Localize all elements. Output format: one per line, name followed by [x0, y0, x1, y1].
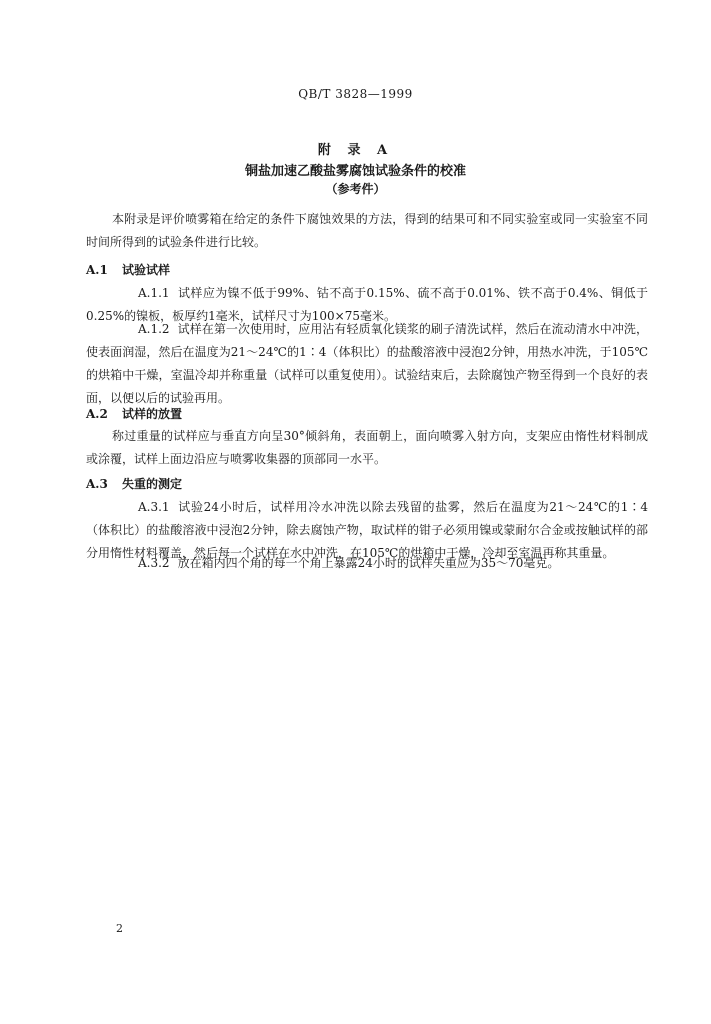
clause-number: A.1.1 [138, 286, 170, 300]
clause-a3-2 [86, 552, 648, 575]
clause-text: 试样应为镍不低于99%、钴不高于0.15%、硫不高于0.01%、铁不高于0.4%、铜低于0.25%的镍板，板厚约1毫米，试样尺寸为100×75毫米。 [86, 286, 648, 323]
section-number: A.2 [86, 407, 108, 421]
annex-type-note: （参考件） [325, 182, 386, 196]
section-title: 失重的测定 [122, 477, 183, 491]
clause-text: 放在箱内四个角的每一个角上暴露24小时的试样失重应为35～70毫克。 [177, 556, 560, 570]
clause-number: A.3.2 [138, 556, 170, 570]
section-a2-body: 称过重量的试样应与垂直方向呈30°倾斜角，表面朝上，面向喷雾入射方向，支架应由惰性材料制成或涂覆，试样上面边沿应与喷雾收集器的顶部同一水平。 [86, 429, 648, 466]
clause-text: 试样在第一次使用时，应用沾有轻质氧化镁浆的刷子清洗试样，然后在流动清水中冲洗，使表面润湿，然后在温度为21～24℃的1∶4（体积比）的盐酸溶液中浸泡2分钟，用热水冲洗，于105℃的烘箱中干燥，室温冷却并称重量（试样可以重复使用）。试验结束后，去除腐蚀产物至得到一个良好的表面，以便以后的试验再用。 [86, 322, 648, 405]
section-number: A.3 [86, 477, 108, 491]
annex-title: 附 录 A [317, 143, 394, 158]
section-title: 试样的放置 [122, 407, 183, 421]
page-number: 2 [116, 922, 123, 935]
section-heading-a1 [86, 261, 170, 278]
standard-code: QB/T 3828—1999 [298, 87, 413, 101]
clause-number: A.3.1 [138, 500, 170, 514]
intro-paragraph: 本附录是评价喷雾箱在给定的条件下腐蚀效果的方法，得到的结果可和不同实验室或同一实验室不同时间所得到的试验条件进行比较。 [86, 212, 648, 249]
section-number: A.1 [86, 263, 108, 277]
clause-number: A.1.2 [138, 322, 170, 336]
clause-a1-2 [86, 318, 648, 410]
section-heading-a3 [86, 475, 182, 492]
section-title: 试验试样 [122, 263, 171, 277]
clause-text: 试验24小时后，试样用冷水冲洗以除去残留的盐雾，然后在温度为21～24℃的1∶4（体积比）的盐酸溶液中浸泡2分钟，除去腐蚀产物，取试样的钳子必须用镍或蒙耐尔合金或按触试样的部分用惰性材料覆盖，然后每一个试样在水中冲洗，在105℃的烘箱中干燥，冷却至室温再称其重量。 [86, 500, 648, 560]
section-heading-a2 [86, 405, 182, 422]
annex-main-title: 铜盐加速乙酸盐雾腐蚀试验条件的校准 [244, 164, 466, 179]
